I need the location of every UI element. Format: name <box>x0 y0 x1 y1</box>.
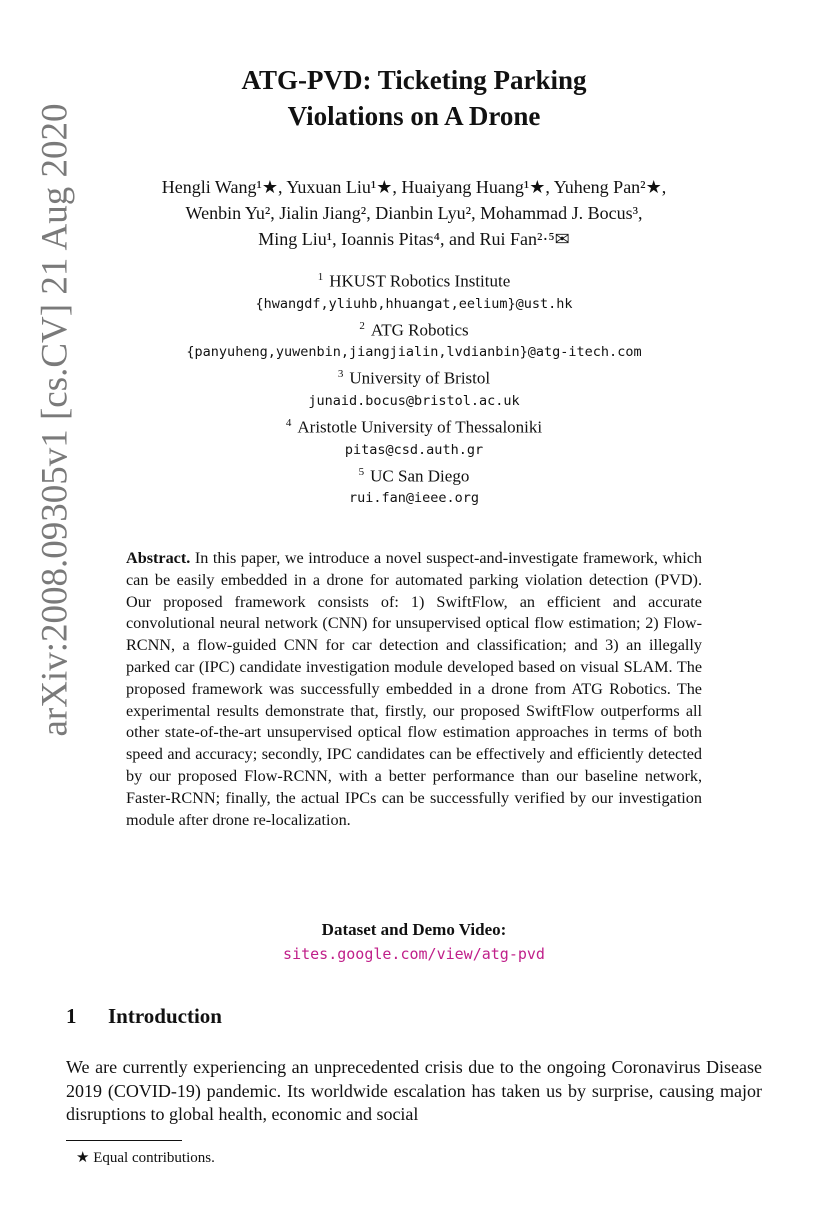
section-heading <box>66 1004 762 1029</box>
abstract-text: In this paper, we introduce a novel suspect-and-investigate framework, which can be easily embedded in a drone for automated parking violation detection (PVD). Our proposed framework consists of: 1) SwiftFlow, an efficient and accurate convolutional neural network (CNN) for unsupervised optical flow estimation; 2) Flow-RCNN, a flow-guided CNN for car detection and classification; and 3) an illegally parked car (IPC) candidate investigation module developed based on visual SLAM. The proposed framework was successfully embedded in a drone from ATG Robotics. The experimental results demonstrate that, firstly, our proposed SwiftFlow outperforms all other state-of-the-art unsupervised optical flow estimation approaches in terms of both speed and accuracy; secondly, IPC candidates can be effectively and efficiently detected by our proposed Flow-RCNN, with a better performance than our baseline network, Faster-RCNN; finally, the actual IPCs can be successfully verified by our investigation module after drone re-localization. <box>126 549 702 829</box>
footnote-mark: ★ <box>76 1150 90 1166</box>
title-line-1: ATG-PVD: Ticketing Parking <box>241 65 587 95</box>
paper-title <box>66 62 762 134</box>
authors-line-3: Ming Liu¹, Ioannis Pitas⁴, and Rui Fan²·⁵✉ <box>258 229 570 249</box>
footnote <box>76 1148 215 1167</box>
footnote-text: Equal contributions. <box>93 1150 215 1166</box>
affiliation-email: {hwangdf,yliuhb,hhuangat,eelium}@ust.hk <box>255 295 573 312</box>
author-list <box>66 174 762 252</box>
arxiv-id-text: arXiv:2008.09305v1 [cs.CV] 21 Aug 2020 <box>34 103 76 737</box>
affiliation-email: junaid.bocus@bristol.ac.uk <box>308 392 520 409</box>
intro-paragraph: We are currently experiencing an unprecedented crisis due to the ongoing Coronavirus Disease 2019 (COVID-19) pandemic. Its worldwide escalation has taken us by surprise, causing major disruptions to global health, economic and social <box>66 1057 762 1124</box>
authors-line-2: Wenbin Yu², Jialin Jiang², Dianbin Lyu², Mohammad J. Bocus³, <box>185 203 643 223</box>
dataset-heading: Dataset and Demo Video: <box>321 920 507 939</box>
affiliation-name: $^2$ ATG Robotics <box>359 319 469 340</box>
affiliation-list <box>66 266 762 509</box>
section-number: 1 <box>66 1004 77 1028</box>
affiliation-name: $^1$ HKUST Robotics Institute <box>317 271 511 291</box>
footnote-rule <box>66 1140 182 1141</box>
dataset-block <box>66 918 762 966</box>
section-title: Introduction <box>108 1004 222 1028</box>
abstract-block <box>126 548 702 831</box>
affiliation-email: {panyuheng,yuwenbin,jiangjialin,lvdianbin}@atg-itech.com <box>186 344 642 361</box>
title-line-2: Violations on A Drone <box>287 101 541 131</box>
affiliation-email: rui.fan@ieee.org <box>348 490 480 507</box>
authors-line-1: Hengli Wang¹★, Yuxuan Liu¹★, Huaiyang Huang¹★, Yuheng Pan²★, <box>161 177 667 197</box>
dataset-link[interactable]: sites.google.com/view/atg-pvd <box>283 945 545 963</box>
affiliation-email: pitas@csd.auth.gr <box>344 441 484 458</box>
affiliation-name: $^4$ Aristotle University of Thessaloniki <box>285 416 543 437</box>
affiliation-name: $^5$ UC San Diego <box>358 465 470 486</box>
abstract-label: Abstract. <box>126 549 191 567</box>
affiliation-name: $^3$ University of Bristol <box>337 368 491 388</box>
